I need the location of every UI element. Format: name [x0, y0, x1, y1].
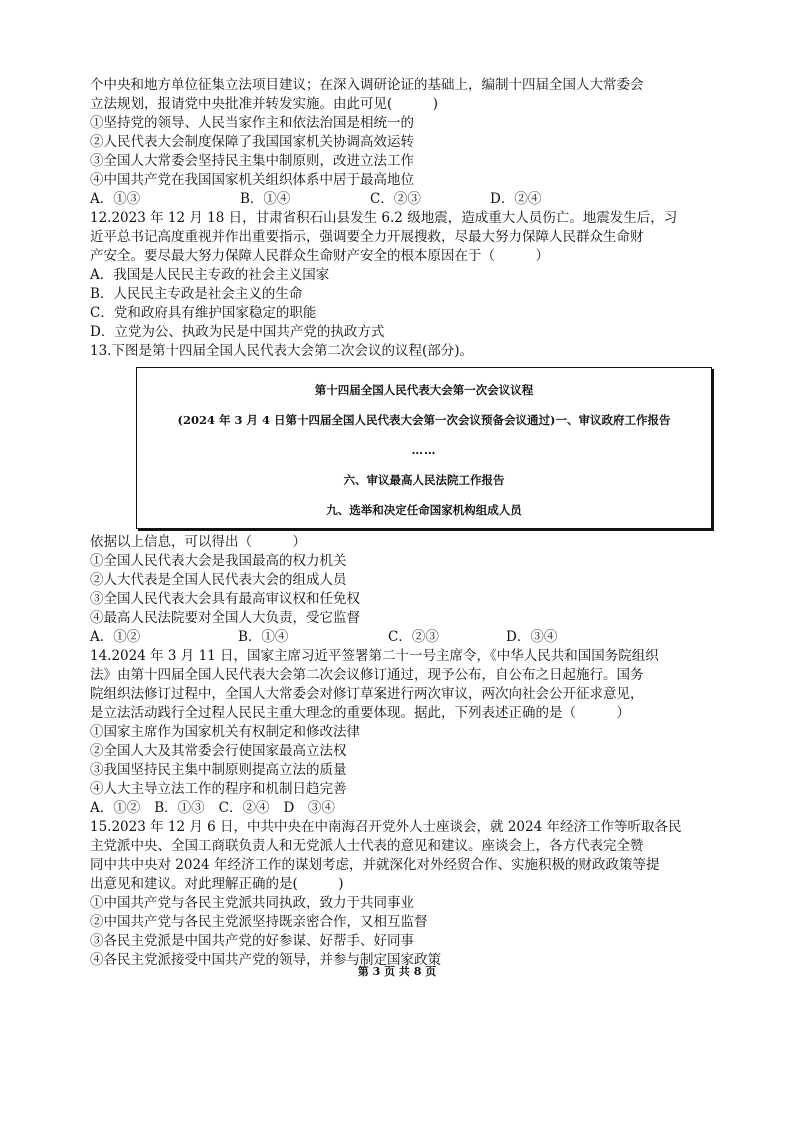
question-14	[90, 647, 730, 818]
q14-statement: ③我国坚持民主集中制原则提高立法的质量	[90, 762, 347, 778]
q15-statement: ②中国共产党与各民主党派坚持既亲密合作，又相互监督	[90, 914, 428, 930]
q11-option-c[interactable]: C．②③	[370, 191, 421, 207]
q15-statement: ③各民主党派是中国共产党的好参谋、好帮手、好同事	[90, 933, 414, 949]
q13-statement: ②人大代表是全国人民代表大会的组成人员	[90, 572, 347, 588]
q11-option-a[interactable]: A．①③	[90, 191, 141, 207]
q13-stem: 13.下图是第十四届全国人民代表大会第二次会议的议程(部分)。	[90, 343, 474, 359]
q13-option-b[interactable]: B．①④	[238, 629, 289, 645]
agenda-title: 第十四届全国人民代表大会第一次会议议程	[314, 383, 534, 397]
q13-question: 依据以上信息，可以得出（ ）	[90, 534, 306, 550]
q14-stem-line: 14.2024 年 3 月 11 日，国家主席习近平签署第二十一号主席令，《中华人民共和国国务院组织	[90, 648, 659, 664]
q12-stem-line: 12.2023 年 12 月 18 日，甘肃省积石山县发生 6.2 级地震，造成重大人员伤亡。地震发生后，习	[90, 210, 678, 226]
q14-statement: ②全国人大及其常委会行使国家最高立法权	[90, 743, 347, 759]
q15-stem-line: 同中共中央对 2024 年经济工作的谋划考虑，并就深化对外经贸合作、实施积极的财政政策等提	[90, 857, 660, 873]
q11-statement: ③全国人大常委会坚持民主集中制原则，改进立法工作	[90, 153, 414, 169]
agenda-ellipsis: ……	[411, 443, 437, 457]
q13-statement: ③全国人民代表大会具有最高审议权和任免权	[90, 591, 360, 607]
q15-statement: ④各民主党派接受中国共产党的领导，并参与制定国家政策	[90, 952, 441, 968]
q14-statement: ①国家主席作为国家机关有权制定和修改法律	[90, 724, 360, 740]
question-12	[90, 209, 730, 342]
q11-options	[90, 190, 730, 209]
agenda-box	[136, 367, 712, 529]
question-15	[90, 818, 730, 970]
page-number-footer: 第 3 页 共 8 页	[357, 965, 437, 978]
agenda-line: (2024 年 3 月 4 日第十四届全国人民代表大会第一次会议预备会议通过)一、审议政府工作报告	[177, 413, 671, 427]
q14-option-b[interactable]: B．①③	[154, 800, 205, 816]
q15-statement: ①中国共产党与各民主党派共同执政，致力于共同事业	[90, 895, 414, 911]
question-11	[90, 76, 730, 209]
q12-option-b[interactable]: B．人民民主专政是社会主义的生命	[90, 286, 303, 302]
q14-stem-line: 是立法活动践行全过程人民民主重大理念的重要体现。据此，下列表述正确的是（ ）	[90, 705, 630, 721]
page-content	[90, 76, 730, 970]
agenda-item-9: 九、选举和决定任命国家机构组成人员	[326, 503, 522, 517]
q14-options	[90, 799, 730, 818]
q12-option-c[interactable]: C．党和政府具有维护国家稳定的职能	[90, 305, 317, 321]
q15-stem-line: 15.2023 年 12 月 6 日，中共中央在中南海召开党外人士座谈会，就 2024 年经济工作等听取各民	[90, 819, 682, 835]
q15-stem-line: 出意见和建议。对此理解正确的是( )	[90, 876, 344, 892]
q11-statement: ①坚持党的领导、人民当家作主和依法治国是相统一的	[90, 115, 414, 131]
q12-stem-line: 产安全。要尽最大努力保障人民群众生命财产安全的根本原因在于（ ）	[90, 248, 549, 264]
q11-stem-line: 个中央和地方单位征集立法项目建议；在深入调研论证的基础上，编制十四届全国人大常委会	[90, 77, 644, 93]
q13-option-c[interactable]: C．②③	[388, 629, 439, 645]
q14-option-c[interactable]: C．②④	[218, 800, 270, 816]
q11-statement: ④中国共产党在我国国家机关组织体系中居于最高地位	[90, 172, 414, 188]
q14-stem-line: 院组织法修订过程中，全国人大常委会对修订草案进行两次审议，两次向社会公开征求意见，	[90, 686, 644, 702]
agenda-item-6: 六、审议最高人民法院工作报告	[343, 473, 505, 487]
q13-option-a[interactable]: A．①②	[90, 629, 141, 645]
q12-stem-line: 近平总书记高度重视并作出重要指示，强调要全力开展搜救，尽最大努力保障人民群众生命财	[90, 229, 644, 245]
q14-stem-line: 法》由第十四届全国人民代表大会第二次会议修订通过，现予公布，自公布之日起施行。国务	[90, 667, 644, 683]
q13-statement: ①全国人民代表大会是我国最高的权力机关	[90, 553, 347, 569]
q13-option-d[interactable]: D．③④	[506, 629, 558, 645]
q13-options	[90, 628, 730, 647]
q14-option-a[interactable]: A．①②	[90, 800, 141, 816]
q11-stem-line: 立法规划，报请党中央批准并转发实施。由此可见( )	[90, 96, 439, 112]
q14-option-d[interactable]: D ③④	[283, 800, 335, 816]
q13-statement: ④最高人民法院要对全国人大负责，受它监督	[90, 610, 360, 626]
question-13	[90, 342, 730, 647]
q11-option-b[interactable]: B．①④	[240, 191, 291, 207]
q11-statement: ②人民代表大会制度保障了我国国家机关协调高效运转	[90, 134, 414, 150]
q11-option-d[interactable]: D．②④	[490, 191, 542, 207]
q14-statement: ④人大主导立法工作的程序和机制日趋完善	[90, 781, 347, 797]
q12-option-a[interactable]: A．我国是人民民主专政的社会主义国家	[90, 267, 330, 283]
q12-option-d[interactable]: D．立党为公、执政为民是中国共产党的执政方式	[90, 324, 385, 340]
q15-stem-line: 主党派中央、全国工商联负责人和无党派人士代表的意见和建议。座谈会上，各方代表完全赞	[90, 838, 644, 854]
